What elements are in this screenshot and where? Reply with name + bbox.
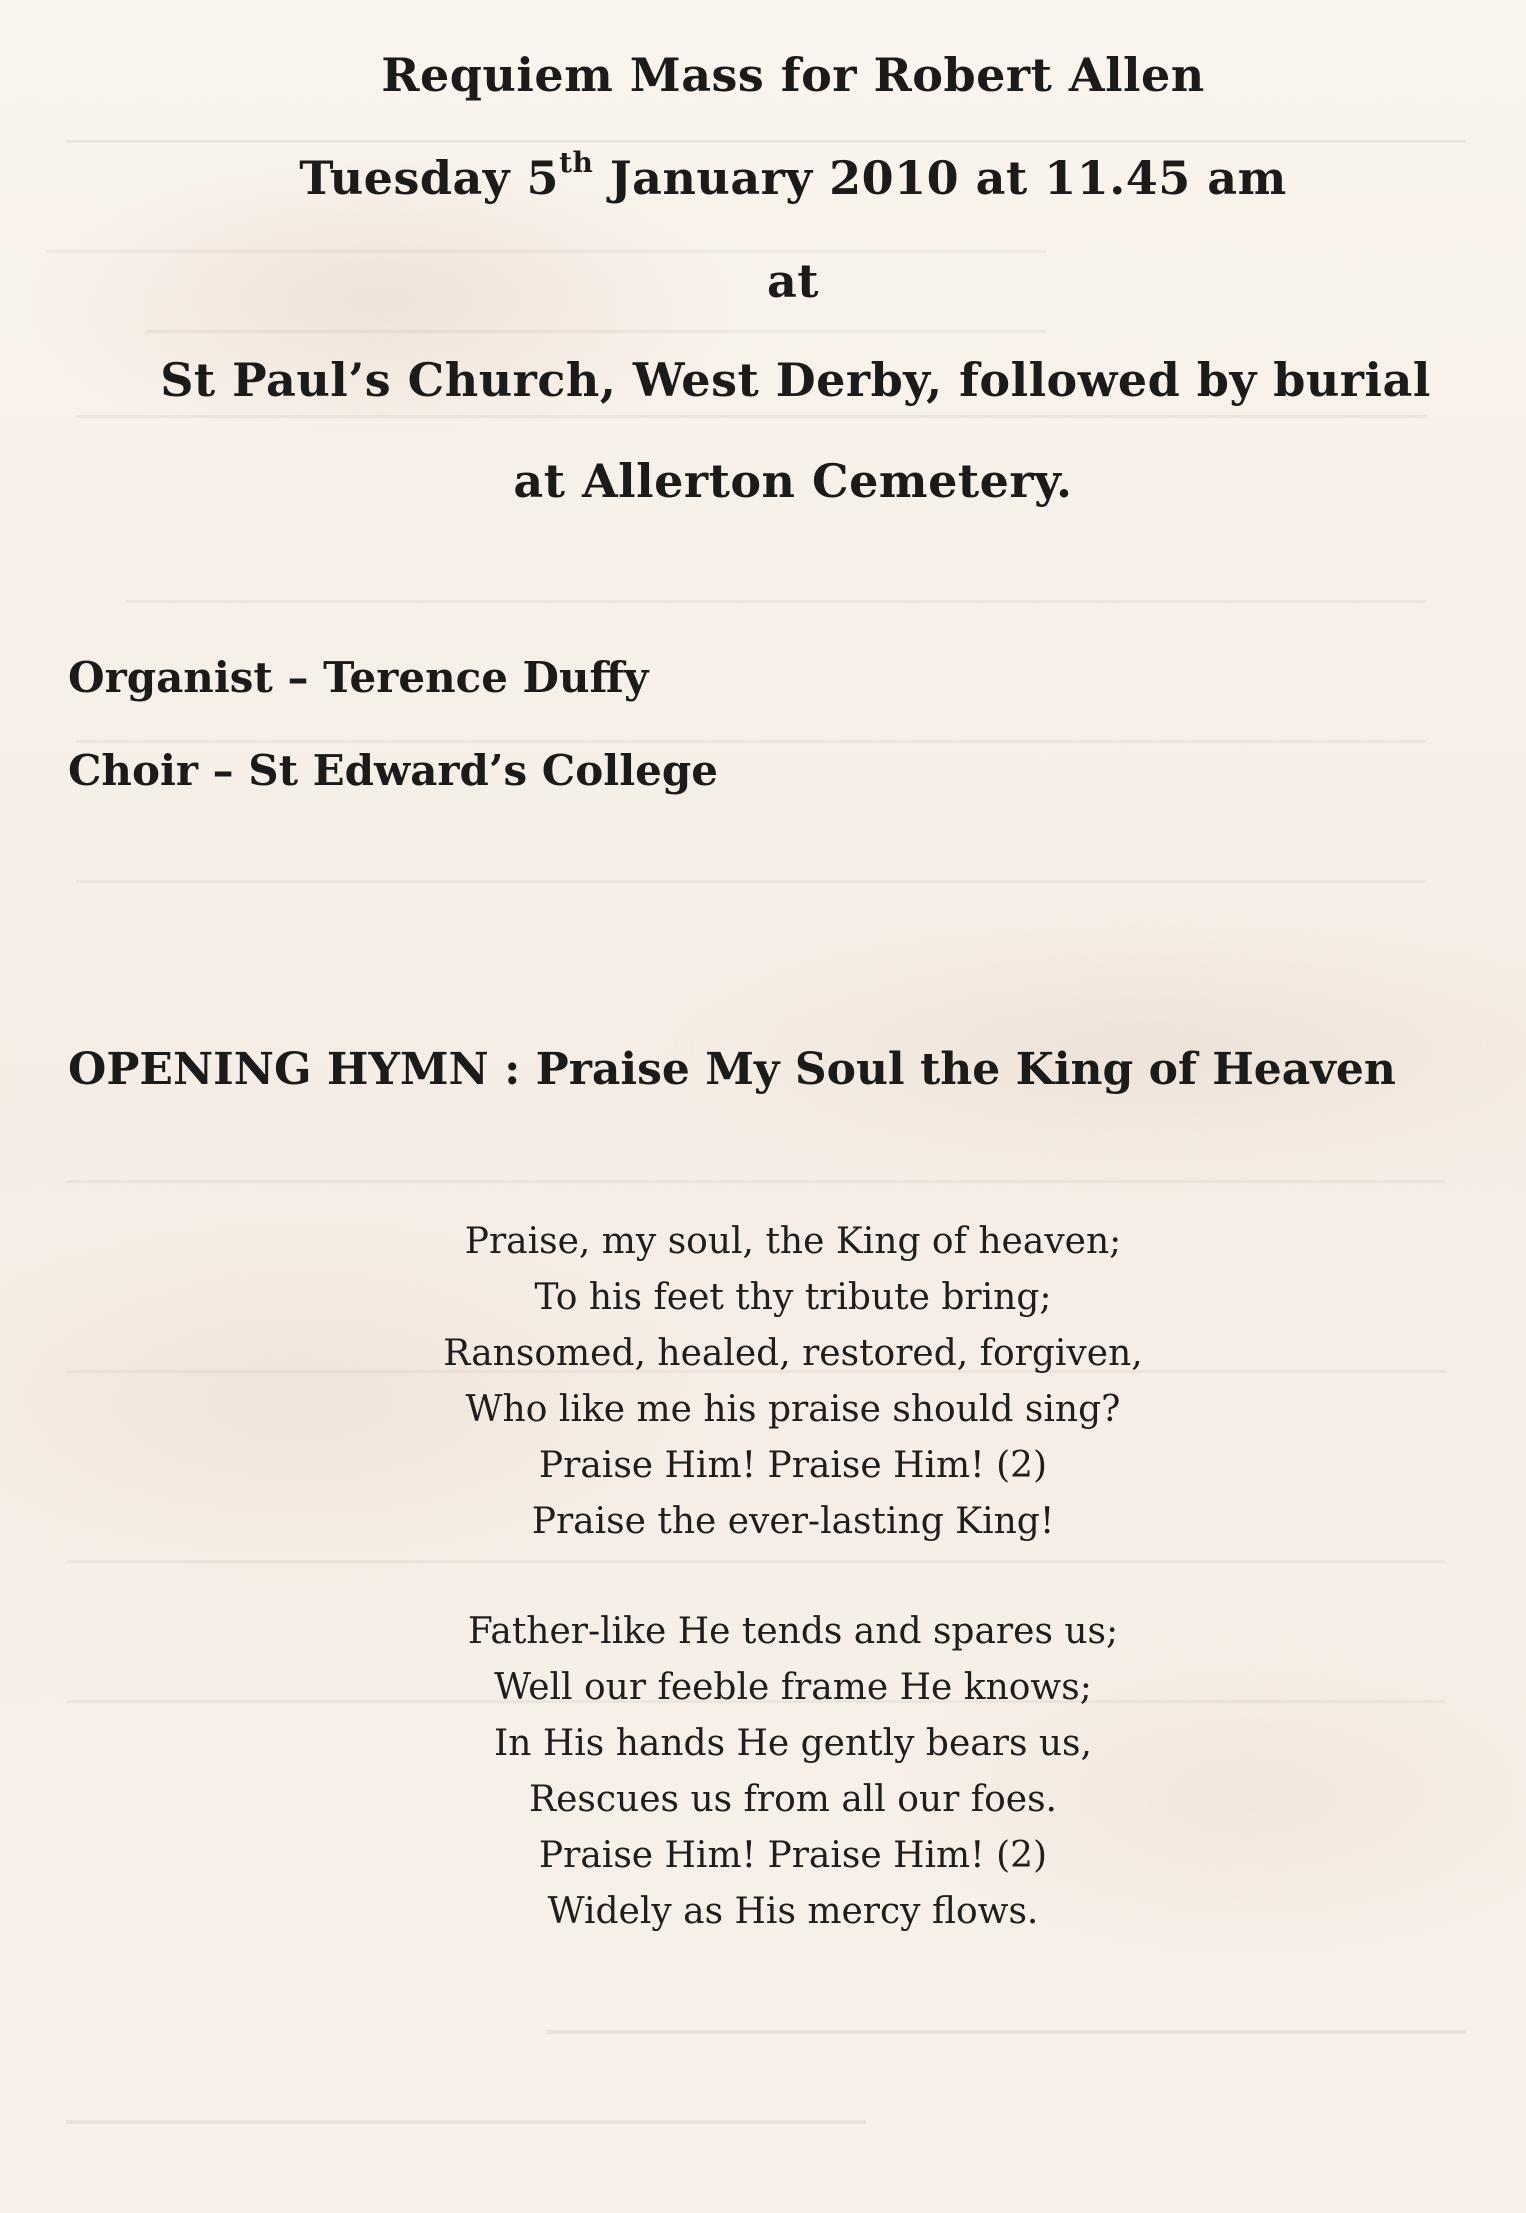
- verse-line: Praise the ever-lasting King!: [531, 1501, 1055, 1542]
- verse-line: Ransomed, healed, restored, forgiven,: [443, 1333, 1143, 1374]
- service-date-prefix: Tuesday 5: [299, 151, 560, 205]
- hymn-verse-2: [0, 1604, 1526, 1940]
- verse-line: Widely as His mercy flows.: [547, 1891, 1039, 1932]
- organist-credit: Organist – Terence Duffy: [68, 653, 649, 702]
- verse-line: In His hands He gently bears us,: [494, 1723, 1092, 1764]
- verse-line: Who like me his praise should sing?: [465, 1389, 1121, 1430]
- service-title: Requiem Mass for Robert Allen: [381, 48, 1205, 102]
- verse-line: Well our feeble frame He knows;: [494, 1667, 1092, 1708]
- service-at: at: [766, 254, 820, 308]
- verse-line: Rescues us from all our foes.: [528, 1779, 1057, 1820]
- verse-line: Father-like He tends and spares us;: [467, 1611, 1119, 1652]
- service-date-ordinal: th: [559, 146, 594, 179]
- service-date: [30, 146, 1526, 205]
- verse-line: Praise, my soul, the King of heaven;: [464, 1221, 1122, 1262]
- hymn-verse-1: [0, 1214, 1526, 1550]
- verse-line: To his feet thy tribute bring;: [534, 1277, 1052, 1318]
- service-location-line-1: St Paul’s Church, West Derby, followed by burial: [160, 353, 1431, 407]
- choir-credit: Choir – St Edward’s College: [68, 746, 718, 795]
- verse-line: Praise Him! Praise Him! (2): [538, 1445, 1048, 1486]
- service-location-line-2: at Allerton Cemetery.: [513, 454, 1073, 508]
- service-date-suffix: January 2010 at 11.45 am: [593, 151, 1287, 205]
- verse-line: Praise Him! Praise Him! (2): [538, 1835, 1048, 1876]
- opening-hymn-title: OPENING HYMN : Praise My Soul the King of Heaven: [68, 1044, 1396, 1095]
